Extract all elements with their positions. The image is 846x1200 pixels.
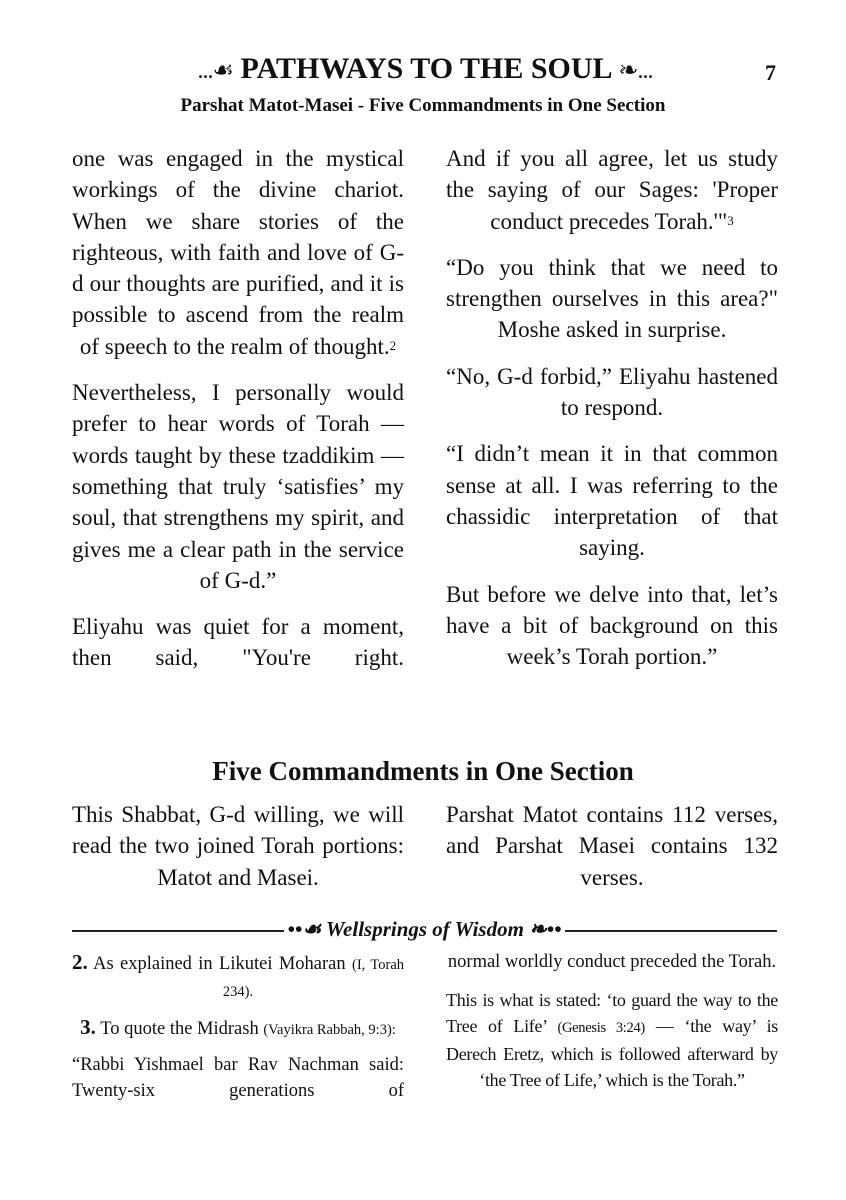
footnote-continuation: This is what is stated: ‘to guard the way to the Tree of Life’ (Genesis 3:24) — ‘the way’ is Derech Eretz, which is followed afterward by ‘the Tree of Life,’ which is the Torah.” — [446, 990, 779, 1090]
running-header — [0, 52, 846, 92]
paragraph: “Do you think that we need to strengthen ourselves in this area?" Moshe asked in surprise. — [446, 254, 778, 343]
book-title-text: PATHWAYS TO THE SOUL — [240, 52, 611, 85]
paragraph: Nevertheless, I personally would prefer to hear words of Torah — words taught by these tzaddikim — something that truly ‘satisfies’ my soul, that strengthens my spirit, and gives me a clear path in the service of G-d.” — [72, 380, 404, 593]
ornament-right-icon: ❧•• — [529, 917, 562, 941]
ornament-left-icon: ••☙ — [287, 917, 322, 941]
footnote-3: 3. To quote the Midrash (Vayikra Rabbah, 9:3): — [80, 1015, 396, 1039]
footnotes-right — [446, 949, 778, 1102]
paragraph: “No, G-d forbid,” Eliyahu hastened to respond. — [446, 363, 778, 421]
paragraph: “I didn’t mean it in that common sense at all. I was referring to the chassidic interpretation of that saying. — [446, 441, 778, 561]
paragraph: Eliyahu was quiet for a moment, then said, "You're right. — [72, 614, 404, 671]
footnote-continuation: normal worldly conduct preceded the Torah. — [447, 952, 777, 972]
ornament-left-icon: ...☙ — [197, 58, 233, 84]
chapter-subtitle: Parshat Matot-Masei - Five Commandments in One Section — [180, 95, 666, 116]
book-title — [130, 52, 720, 86]
footnotes-title: ••☙ Wellsprings of Wisdom ❧•• — [284, 917, 566, 941]
footnote-quote: “Rabbi Yishmael bar Rav Nachman said: Twenty-six generations of — [72, 1055, 404, 1101]
footnote-2: 2. As explained in Likutei Moharan (I, Torah 234). — [72, 950, 405, 1000]
ornament-right-icon: ❧... — [618, 58, 653, 84]
footnote-ref[interactable]: 3 — [727, 212, 734, 228]
paragraph: one was engaged in the mystical workings of the divine chariot. When we share stories of the righteous, with faith and love of G-d our thoughts are purified, and it is possible to ascend from the realm of speech to the realm of thought.$^2$ — [72, 146, 404, 359]
paragraph: But before we delve into that, let’s have a bit of background on this week’s Torah portion.” — [446, 581, 778, 670]
paragraph: Parshat Matot contains 112 verses, and Parshat Masei contains 132 verses. — [446, 802, 778, 890]
page-number: 7 — [765, 60, 776, 85]
left-column — [72, 143, 404, 689]
right-column — [446, 143, 778, 687]
footnotes-left — [72, 949, 404, 1113]
paragraph: This Shabbat, G-d willing, we will read the two joined Torah portions: Matot and Masei. — [72, 802, 404, 890]
section-left-column — [72, 799, 404, 908]
paragraph: And if you all agree, let us study the saying of our Sages: 'Proper conduct precedes Torah.'"$^3$ — [446, 146, 778, 234]
section-right-column — [446, 799, 778, 908]
section-heading: Five Commandments in One Section — [212, 756, 634, 786]
footnotes-divider — [72, 917, 777, 943]
footnote-ref[interactable]: 2 — [389, 337, 397, 353]
